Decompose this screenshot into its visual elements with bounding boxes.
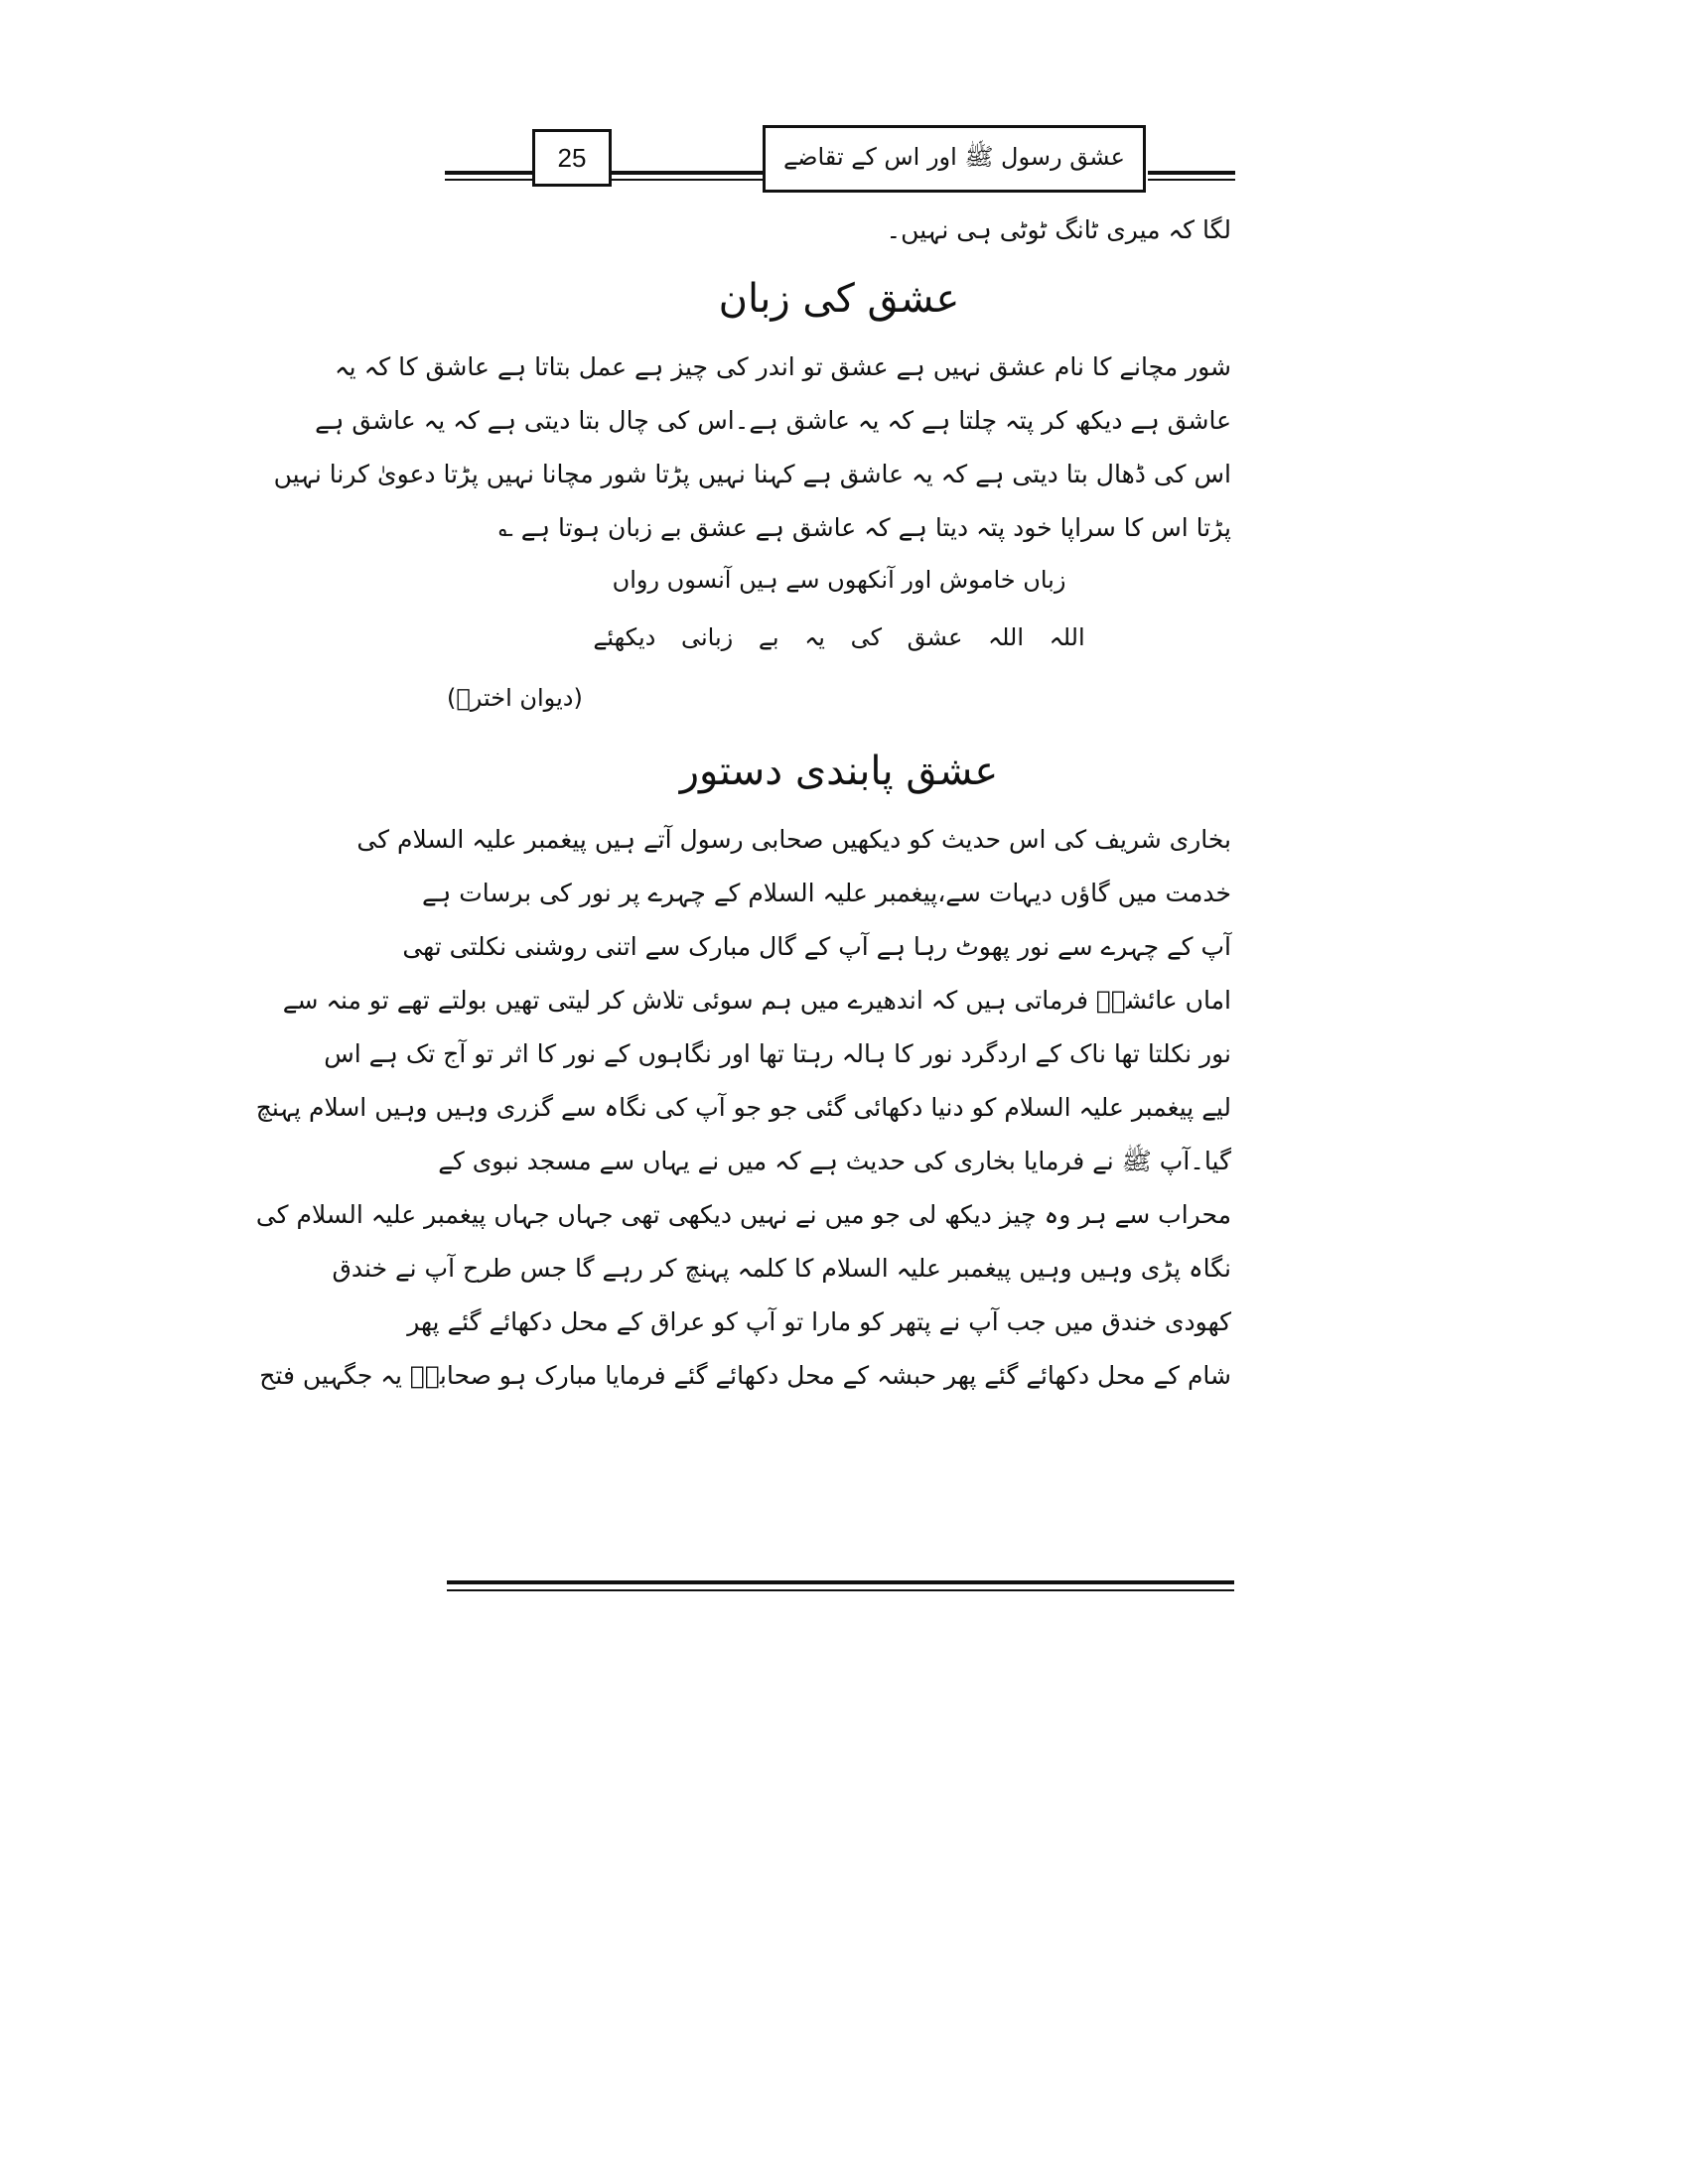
paragraph-line: لیے پیغمبر علیہ السلام کو دنیا دکھائی گئی جو جو آپ کی نگاہ سے گزری وہیں وہیں اسلام پہنچ xyxy=(255,1093,1231,1122)
header-rule-left xyxy=(445,171,534,175)
paragraph-line: شور مچانے کا نام عشق نہیں ہے عشق تو اندر کی چیز ہے عمل بتاتا ہے عاشق کا کہ یہ xyxy=(335,352,1231,381)
paragraph-line: بخاری شریف کی اس حدیث کو دیکھیں صحابی رسول آتے ہیں پیغمبر علیہ السلام کی xyxy=(356,825,1231,854)
paragraph-line: آپ کے چہرے سے نور پھوٹ رہا ہے آپ کے گال مبارک سے اتنی روشنی نکلتی تھی xyxy=(402,932,1231,961)
paragraph-line: اس کی ڈھال بتا دیتی ہے کہ یہ عاشق ہے کہنا نہیں پڑتا شور مچانا نہیں پڑتا دعویٰ کرنا نہیں xyxy=(273,460,1231,488)
header-rule-middle-thin xyxy=(608,179,765,181)
paragraph-line: نور نکلتا تھا ناک کے اردگرد نور کا ہالہ رہتا تھا اور نگاہوں کے نور کا اثر تو آج تک ہے اس xyxy=(324,1039,1231,1068)
page-number: 25 xyxy=(532,129,612,187)
header-rule-right-thin xyxy=(1148,179,1235,181)
header-rule-left-thin xyxy=(445,179,534,181)
paragraph-line: اماں عائشہؓ فرماتی ہیں کہ اندھیرے میں ہم سوئی تلاش کر لیتی تھیں بولتے تھے تو منہ سے xyxy=(282,986,1231,1015)
verse-line: اللہ اللہ عشق کی یہ بے زبانی دیکھئے xyxy=(593,623,1085,651)
section2-paragraph xyxy=(255,813,1231,1403)
footer-rule-thick xyxy=(447,1580,1234,1584)
paragraph-line: خدمت میں گاؤں دیہات سے،پیغمبر علیہ السلام کے چہرے پر نور کی برسات ہے xyxy=(422,879,1231,907)
paragraph-line: عاشق ہے دیکھ کر پتہ چلتا ہے کہ یہ عاشق ہے۔اس کی چال بتا دیتی ہے کہ یہ عاشق ہے xyxy=(315,406,1231,435)
paragraph-line: شام کے محل دکھائے گئے پھر حبشہ کے محل دکھائے گئے فرمایا مبارک ہو صحابہؓ یہ جگہیں فتح xyxy=(259,1361,1231,1390)
header-rule-middle xyxy=(608,171,765,175)
section-heading-ishq-pabandi-dastoor: عشق پابندی دستور xyxy=(679,749,999,794)
section1-paragraph xyxy=(273,341,1231,555)
running-title: عشق رسول ﷺ اور اس کے تقاضے xyxy=(763,125,1146,193)
paragraph-line: نگاہ پڑی وہیں وہیں پیغمبر علیہ السلام کا کلمہ پہنچ کر رہے گا جس طرح آپ نے خندق xyxy=(332,1254,1231,1283)
paragraph-line: گیا۔آپ ﷺ نے فرمایا بخاری کی حدیث ہے کہ میں نے یہاں سے مسجد نبوی کے xyxy=(438,1147,1231,1175)
verse-line: زباں خاموش اور آنکھوں سے ہیں آنسوں رواں xyxy=(612,566,1066,594)
paragraph-line: پڑتا اس کا سراپا خود پتہ دیتا ہے کہ عاشق ہے عشق بے زبان ہوتا ہے ؎ xyxy=(498,513,1231,542)
footer-rule-thin xyxy=(447,1589,1234,1591)
header-rule-right xyxy=(1148,171,1235,175)
paragraph-line: محراب سے ہر وہ چیز دیکھ لی جو میں نے نہیں دیکھی تھی جہاں جہاں پیغمبر علیہ السلام کی xyxy=(255,1200,1231,1229)
page-content xyxy=(255,204,1231,1403)
paragraph-line: کھودی خندق میں جب آپ نے پتھر کو مارا تو آپ کو عراق کے محل دکھائے گئے پھر xyxy=(407,1307,1231,1336)
verse-block xyxy=(447,551,1231,666)
verse-citation: (دیوان اخترؒ) xyxy=(447,684,583,712)
opening-line: لگا کہ میری ٹانگ ٹوٹی ہی نہیں۔ xyxy=(886,215,1231,244)
section-heading-ishq-ki-zaban: عشق کی زبان xyxy=(718,276,960,322)
